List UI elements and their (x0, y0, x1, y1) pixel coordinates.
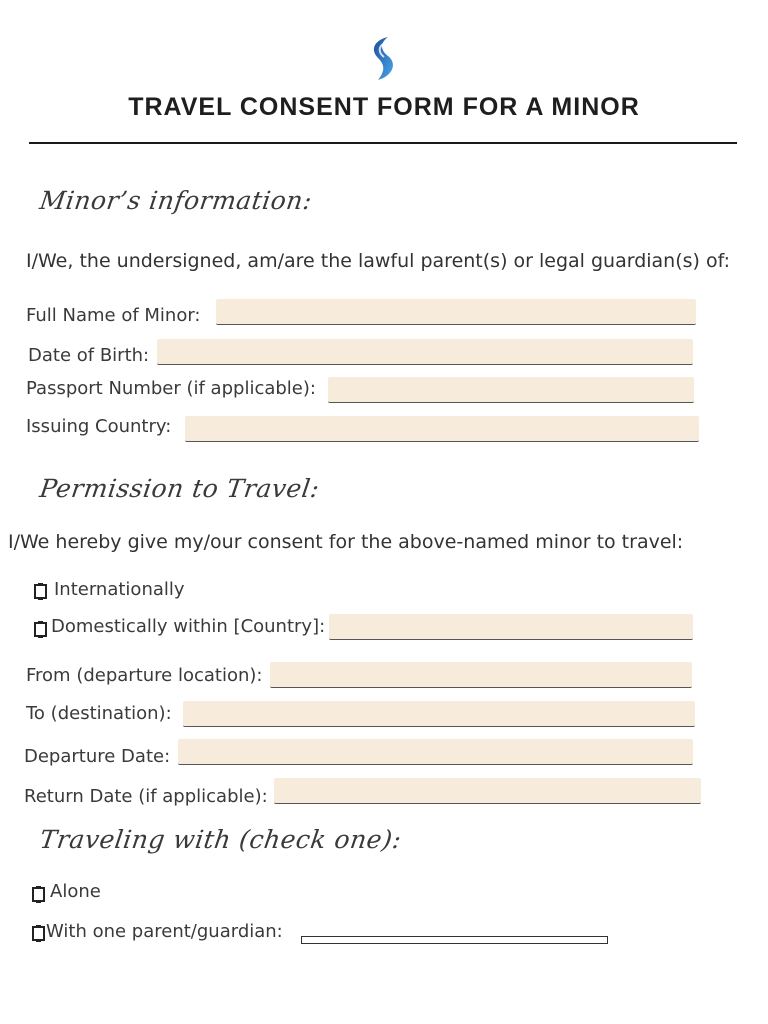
international-checkbox[interactable] (34, 584, 47, 599)
return-date-field[interactable] (274, 778, 701, 804)
from-label: From (departure location): (26, 665, 263, 686)
passport-label: Passport Number (if applicable): (26, 378, 316, 399)
full-name-label: Full Name of Minor: (26, 305, 201, 326)
departure-date-field[interactable] (178, 739, 693, 765)
title-divider (29, 142, 737, 144)
one-parent-label: With one parent/guardian: (46, 921, 283, 942)
section-heading-permission: Permission to Travel: (37, 474, 322, 503)
alone-checkbox[interactable] (32, 887, 45, 902)
section-heading-minor: Minor’s information: (37, 186, 315, 215)
return-date-label: Return Date (if applicable): (24, 786, 268, 807)
full-name-field[interactable] (216, 299, 696, 325)
guardian-name-field[interactable] (301, 936, 608, 944)
domestic-checkbox[interactable] (34, 622, 47, 637)
domestic-country-field[interactable] (329, 614, 693, 640)
permission-intro-text: I/We hereby give my/our consent for the above-named minor to travel: (8, 531, 684, 553)
dob-field[interactable] (157, 339, 693, 365)
departure-date-label: Departure Date: (24, 746, 171, 767)
issuing-country-field[interactable] (185, 416, 699, 442)
to-label: To (destination): (26, 703, 172, 724)
alone-label: Alone (50, 881, 101, 902)
international-label: Internationally (54, 579, 185, 600)
section-heading-traveling: Traveling with (check one): (37, 825, 404, 854)
swirl-logo-icon (366, 34, 402, 84)
minor-intro-text: I/We, the undersigned, am/are the lawful parent(s) or legal guardian(s) of: (26, 250, 731, 272)
dob-label: Date of Birth: (28, 345, 150, 366)
domestic-label: Domestically within [Country]: (51, 616, 326, 637)
departure-location-field[interactable] (270, 662, 692, 688)
country-label: Issuing Country: (26, 416, 172, 437)
passport-field[interactable] (328, 377, 694, 403)
one-parent-checkbox[interactable] (32, 926, 45, 941)
destination-field[interactable] (183, 701, 695, 727)
page-title: TRAVEL CONSENT FORM FOR A MINOR (128, 93, 640, 121)
